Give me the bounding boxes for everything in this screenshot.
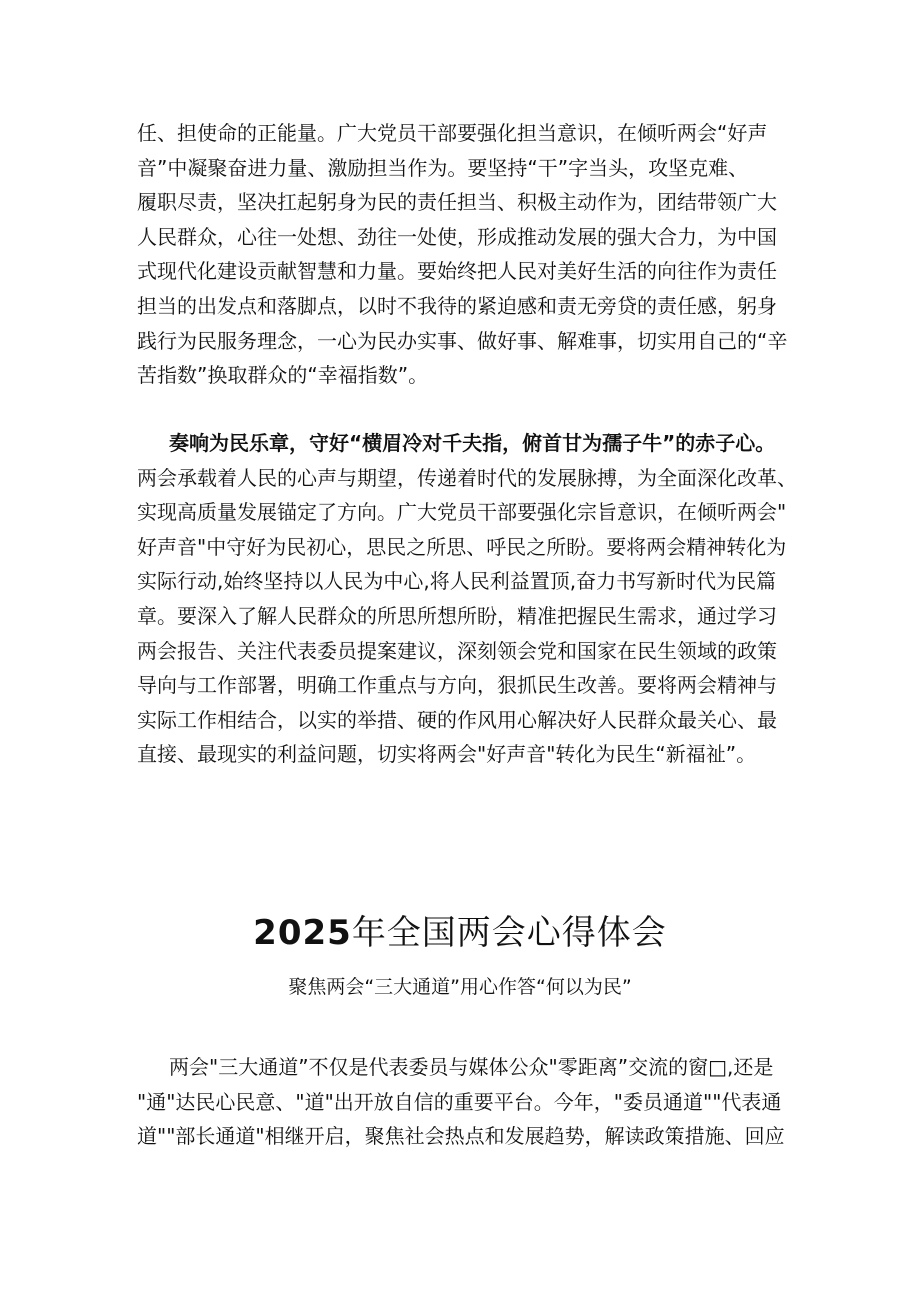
paragraph-people-chapter	[137, 426, 797, 772]
text-line: 直接、最现实的利益问题，切实将两会"好声音"转化为民生“新福祉”。	[137, 742, 757, 767]
text-line: "通"达民心民意、"道"出开放自信的重要平台。今年，"委员通道""代表通	[137, 1089, 782, 1114]
text-line: 践行为民服务理念，一心为民办实事、做好事、解难事，切实用自己的“辛	[137, 328, 788, 353]
paragraph-continuation	[137, 116, 797, 393]
text-line: 人民群众，心往一处想、劲往一处使，形成推动发展的强大合力，为中国	[137, 224, 777, 249]
section-heading: 奏响为民乐章，守好“横眉冷对千夫指，俯首甘为孺子牛”的赤子心。	[169, 431, 776, 455]
text-line: 担当的出发点和落脚点，以时不我待的紧迫感和责无旁贷的责任感，躬身	[137, 293, 777, 318]
text-line: 任、担使命的正能量。广大党员干部要强化担当意识，在倾听两会“好声	[137, 121, 768, 145]
text-line: 实际行动,始终坚持以人民为中心,将人民利益置顶,奋力书写新时代为民篇	[137, 569, 777, 594]
text-line: 两会"三大通道”不仅是代表委员与媒体公众"零距离”交流的窗□,还是	[169, 1055, 774, 1079]
page-subtitle: 聚焦两会“三大通道”用心作答“何以为民”	[288, 976, 632, 998]
title-text: 年全国两会心得体会	[351, 913, 667, 953]
text-line: 式现代化建设贡献智慧和力量。要始终把人民对美好生活的向往作为责任	[137, 259, 777, 284]
paragraph-three-channels	[137, 1050, 797, 1154]
text-line: 两会承载着人民的心声与期望，传递着时代的发展脉搏，为全面深化改革、	[137, 465, 797, 490]
title-year: 2025	[253, 913, 352, 953]
text-line: 好声音"中守好为民初心，思民之所思、呼民之所盼。要将两会精神转化为	[137, 534, 787, 559]
text-line: 两会报告、关注代表委员提案建议，深刻领会党和国家在民生领域的政策	[137, 638, 777, 663]
text-line: 苦指数”换取群众的“幸福指数”。	[137, 363, 429, 388]
text-line: 音”中凝聚奋进力量、激励担当作为。要坚持“干”字当头，攻坚克难、	[137, 155, 749, 180]
text-line: 道""部长通道"相继开启，聚焦社会热点和发展趋势，解读政策措施、回应	[137, 1124, 785, 1149]
text-line: 实现高质量发展锚定了方向。广大党员干部要强化宗旨意识，在倾听两会"	[137, 500, 787, 525]
text-line: 章。要深入了解人民群众的所思所想所盼，精准把握民生需求，通过学习	[137, 603, 777, 628]
text-line: 导向与工作部署，明确工作重点与方向，狠抓民生改善。要将两会精神与	[137, 673, 777, 698]
text-line: 履职尽责，坚决扛起躬身为民的责任担当、积极主动作为，团结带领广大	[137, 190, 777, 215]
page-title	[0, 905, 920, 954]
text-line: 实际工作相结合，以实的举措、硬的作风用心解决好人民群众最关心、最	[137, 707, 777, 732]
